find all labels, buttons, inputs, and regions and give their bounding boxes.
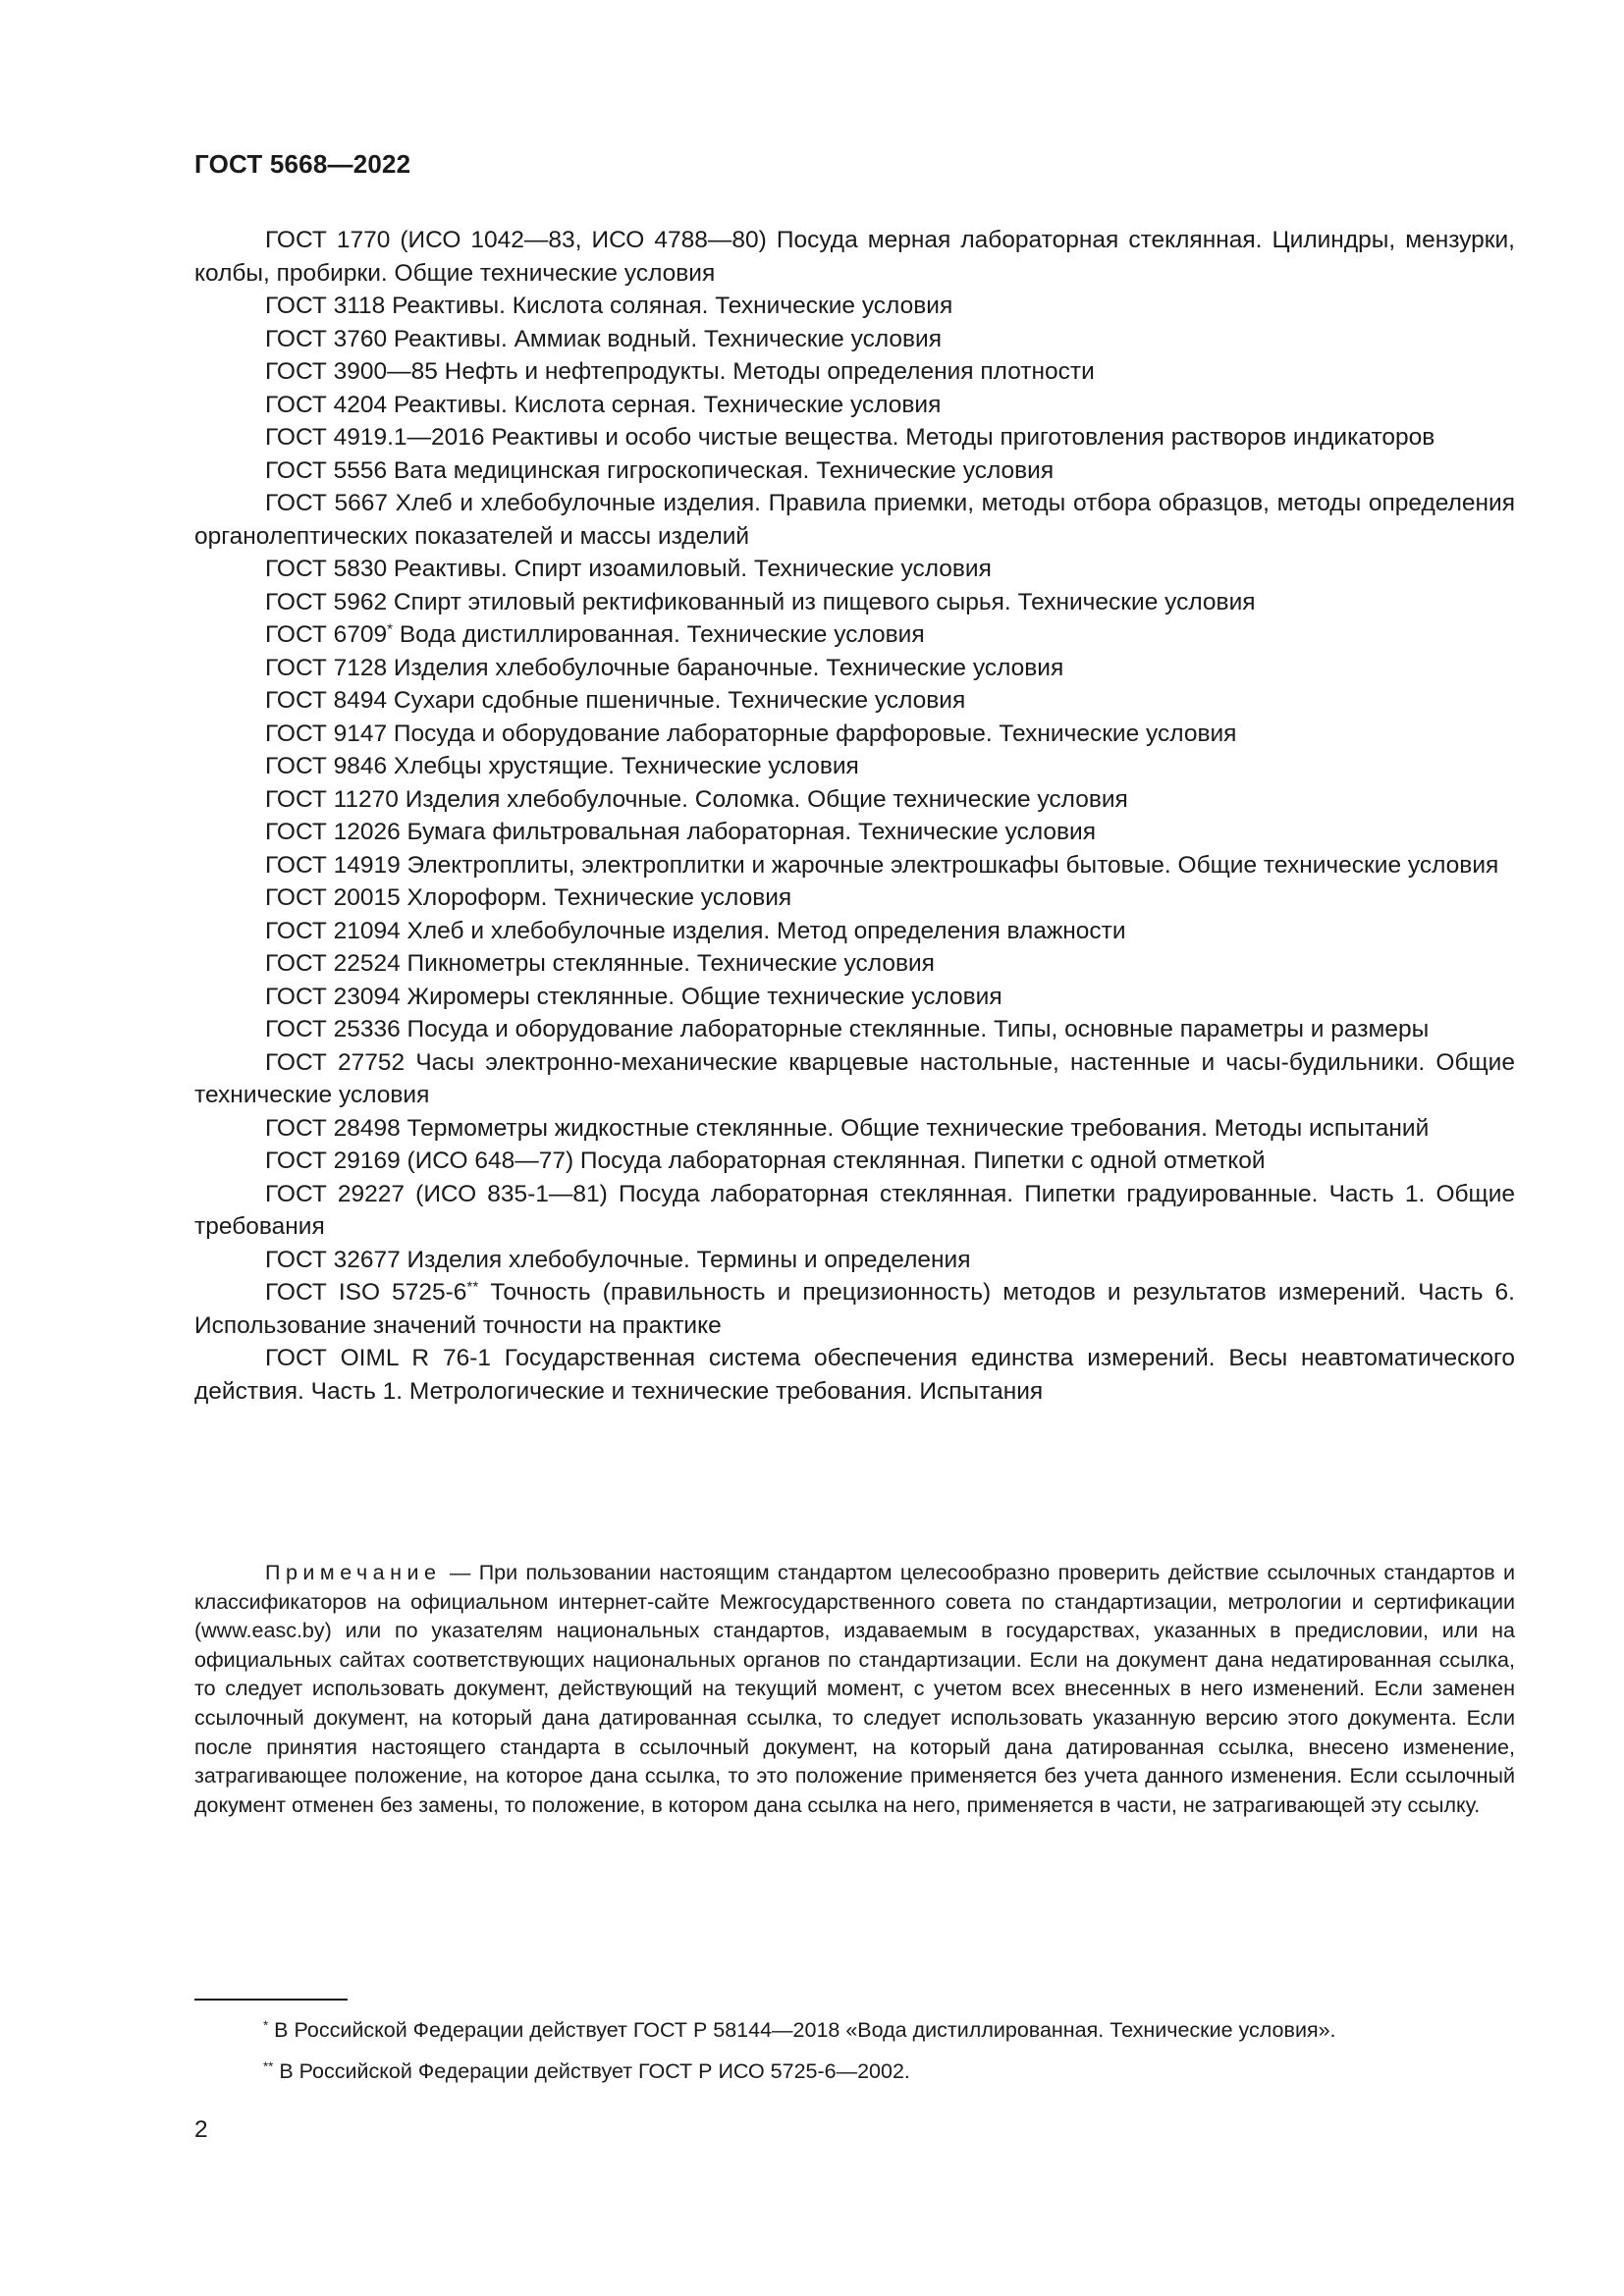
note-label: Примечание xyxy=(265,1561,442,1584)
reference-item: ГОСТ 29227 (ИСО 835-1—81) Посуда лабораторная стеклянная. Пипетки градуированные. Часть 1. Общие требования xyxy=(194,1180,1515,1240)
footnote-mark: * xyxy=(263,2017,269,2033)
reference-item: ГОСТ 14919 Электроплиты, электроплитки и жарочные электрошкафы бытовые. Общие технические условия xyxy=(265,851,1499,879)
footnote-text: В Российской Федерации действует ГОСТ Р 58144—2018 «Вода дистиллированная. Технические условия». xyxy=(268,2018,1336,2042)
reference-item: ГОСТ 5667 Хлеб и хлебобулочные изделия. Правила приемки, методы отбора образцов, методы определения органолептических показателей и массы изделий xyxy=(194,490,1515,550)
reference-item: ГОСТ 7128 Изделия хлебобулочные бараночные. Технические условия xyxy=(265,654,1064,681)
reference-item: ГОСТ 9147 Посуда и оборудование лабораторные фарфоровые. Технические условия xyxy=(265,720,1237,747)
note-paragraph xyxy=(194,1559,1515,1820)
reference-item: ГОСТ 5556 Вата медицинская гигроскопическая. Технические условия xyxy=(265,456,1055,484)
reference-text: Вода дистиллированная. Технические условия xyxy=(393,621,925,648)
reference-item: ГОСТ 20015 Хлороформ. Технические условия xyxy=(265,884,792,911)
reference-item: ГОСТ 21094 Хлеб и хлебобулочные изделия. Метод определения влажности xyxy=(265,917,1126,944)
reference-text: ГОСТ ISO 5725-6 xyxy=(265,1279,467,1306)
footnote-ref-mark: ** xyxy=(466,1278,479,1296)
reference-item: ГОСТ 29169 (ИСО 648—77) Посуда лабораторная стеклянная. Пипетки с одной отметкой xyxy=(265,1148,1266,1174)
reference-item: ГОСТ 4204 Реактивы. Кислота серная. Технические условия xyxy=(265,391,942,418)
footnote-ref-mark: * xyxy=(387,620,394,638)
reference-text: ГОСТ 6709 xyxy=(265,621,388,648)
footnotes xyxy=(194,2016,1515,2099)
footnote xyxy=(194,2057,1515,2085)
document-header: ГОСТ 5668—2022 xyxy=(194,149,411,179)
reference-item: ГОСТ 3760 Реактивы. Аммиак водный. Технические условия xyxy=(265,325,943,352)
reference-item: ГОСТ 22524 Пикнометры стеклянные. Технические условия xyxy=(265,950,935,977)
reference-item: ГОСТ 9846 Хлебцы хрустящие. Технические условия xyxy=(265,753,859,779)
footnote-text: В Российской Федерации действует ГОСТ Р ИСО 5725-6—2002. xyxy=(273,2059,910,2083)
reference-item: ГОСТ 11270 Изделия хлебобулочные. Соломка. Общие технические условия xyxy=(265,785,1128,813)
reference-item: ГОСТ 3118 Реактивы. Кислота соляная. Технические условия xyxy=(265,293,953,319)
reference-item: ГОСТ 25336 Посуда и оборудование лабораторные стеклянные. Типы, основные параметры и размеры xyxy=(265,1016,1430,1042)
reference-item xyxy=(194,618,1515,652)
reference-item: ГОСТ 4919.1—2016 Реактивы и особо чистые вещества. Методы приготовления растворов индикаторов xyxy=(265,424,1435,451)
reference-item: ГОСТ OIML R 76-1 Государственная система обеспечения единства измерений. Весы неавтоматического действия. Часть 1. Метрологические и технические требования. Испытания xyxy=(194,1345,1515,1405)
reference-item: ГОСТ 8494 Сухари сдобные пшеничные. Технические условия xyxy=(265,687,966,714)
reference-item: ГОСТ 27752 Часы электронно-механические кварцевые настольные, настенные и часы-будильники. Общие технические условия xyxy=(194,1048,1515,1108)
footnote xyxy=(194,2016,1515,2044)
reference-item: ГОСТ 1770 (ИСО 1042—83, ИСО 4788—80) Посуда мерная лабораторная стеклянная. Цилиндры, мензурки, колбы, пробирки. Общие технические условия xyxy=(194,227,1515,287)
reference-item: ГОСТ 5830 Реактивы. Спирт изоамиловый. Технические условия xyxy=(265,556,992,582)
footnote-mark: ** xyxy=(263,2058,274,2074)
reference-item: ГОСТ 3900—85 Нефть и нефтепродукты. Методы определения плотности xyxy=(265,358,1095,385)
reference-item: ГОСТ 5962 Спирт этиловый ректификованный из пищевого сырья. Технические условия xyxy=(265,588,1256,615)
reference-text: Точность (правильность и прецизионность) методов и результатов измерений. Часть 6. Использование значений точности на практике xyxy=(194,1279,1515,1339)
reference-item: ГОСТ 28498 Термометры жидкостные стеклянные. Общие технические требования. Методы испытаний xyxy=(265,1114,1430,1142)
page-number: 2 xyxy=(194,2116,208,2143)
reference-item xyxy=(194,1276,1515,1342)
reference-item: ГОСТ 12026 Бумага фильтровальная лабораторная. Технические условия xyxy=(265,819,1097,845)
note-text: При пользовании настоящим стандартом целесообразно проверить действие ссылочных стандартов и классификаторов на официальном интернет-сайте Межгосударственного совета по стандартизации, метрологии и сертификации (www.easc.by) или по указателям национальных стандартов, издаваемым в государствах, указанных в предисловии, или на официальных сайтах соответствующих национальных органов по стандартизации. Если на документ дана недатированная ссылка, то следует использовать документ, действующий на текущий момент, с учетом всех внесенных в него изменений. Если заменен ссылочный документ, на который дана датированная ссылка, то следует использовать указанную версию этого документа. Если после принятия настоящего стандарта в ссылочный документ, на который дана датированная ссылка, внесено изменение, затрагивающее положение, на которое дана ссылка, то это положение применяется без учета данного изменения. Если ссылочный документ отменен без замены, то положение, в котором дана ссылка на него, применяется в части, не затрагивающей эту ссылку. xyxy=(194,1561,1515,1817)
normative-references-list xyxy=(194,224,1515,1408)
note-dash: — xyxy=(441,1561,479,1584)
footnote-separator xyxy=(194,1999,348,2001)
reference-item: ГОСТ 23094 Жиромеры стеклянные. Общие технические условия xyxy=(265,983,1002,1010)
reference-item: ГОСТ 32677 Изделия хлебобулочные. Термины и определения xyxy=(265,1246,971,1273)
